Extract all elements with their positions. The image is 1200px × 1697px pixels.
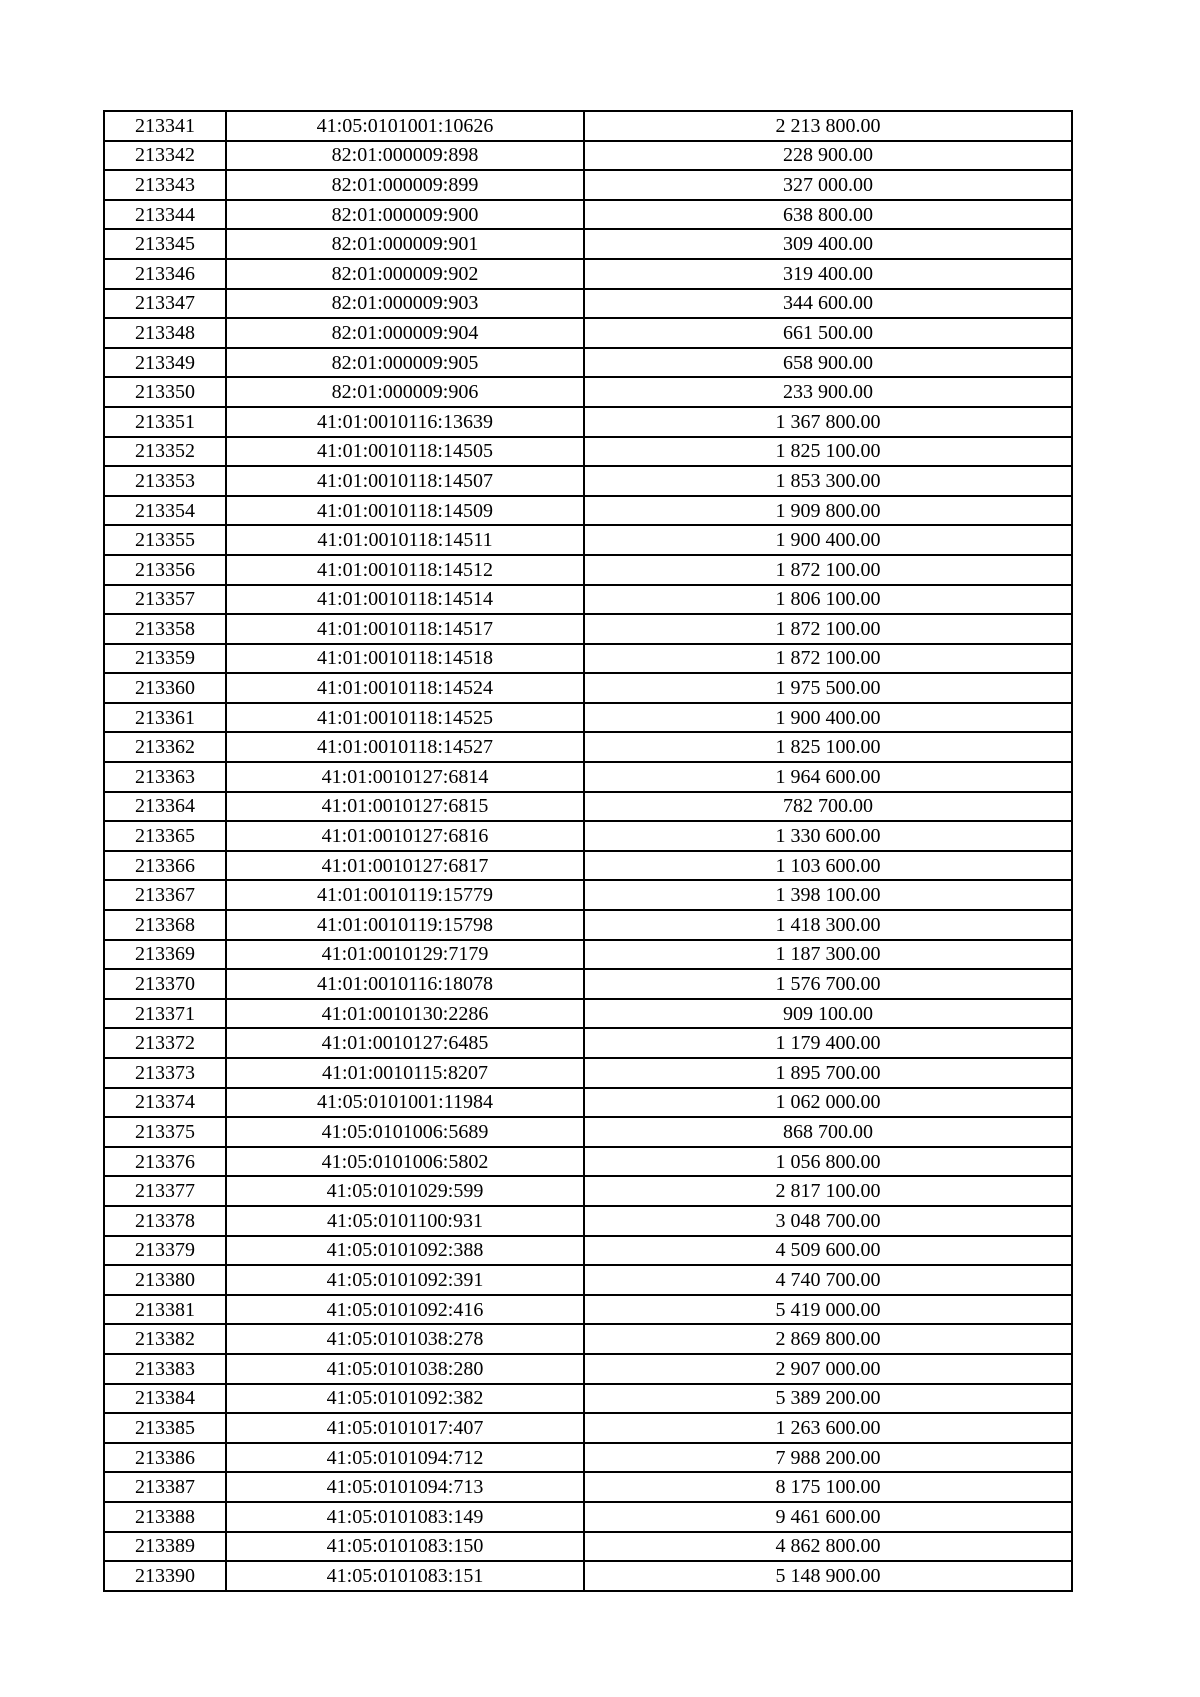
- row-number-cell: 213360: [104, 673, 226, 703]
- table-row: [104, 289, 1072, 319]
- row-number-cell: 213362: [104, 732, 226, 762]
- table-row: [104, 851, 1072, 881]
- row-number-cell: 213370: [104, 969, 226, 999]
- cadastral-number-cell: 41:01:0010127:6814: [226, 762, 584, 792]
- cadastral-number-cell: 41:01:0010118:14507: [226, 466, 584, 496]
- value-cell: 2 869 800.00: [584, 1324, 1072, 1354]
- value-cell: 1 398 100.00: [584, 880, 1072, 910]
- row-number-cell: 213344: [104, 200, 226, 230]
- cadastral-number-cell: 41:05:0101092:382: [226, 1384, 584, 1414]
- value-cell: 1 367 800.00: [584, 407, 1072, 437]
- value-cell: 344 600.00: [584, 289, 1072, 319]
- table-row: [104, 1058, 1072, 1088]
- cadastral-number-cell: 82:01:000009:906: [226, 377, 584, 407]
- cadastral-number-cell: 41:01:0010118:14505: [226, 437, 584, 467]
- value-cell: 4 740 700.00: [584, 1265, 1072, 1295]
- table-row: [104, 1028, 1072, 1058]
- value-cell: 309 400.00: [584, 229, 1072, 259]
- row-number-cell: 213357: [104, 585, 226, 615]
- table-row: [104, 1502, 1072, 1532]
- value-cell: 1 909 800.00: [584, 496, 1072, 526]
- value-cell: 1 895 700.00: [584, 1058, 1072, 1088]
- cadastral-number-cell: 82:01:000009:898: [226, 141, 584, 171]
- table-row: [104, 792, 1072, 822]
- value-cell: 2 213 800.00: [584, 111, 1072, 141]
- row-number-cell: 213364: [104, 792, 226, 822]
- cadastral-number-cell: 41:05:0101083:151: [226, 1561, 584, 1591]
- value-cell: 1 103 600.00: [584, 851, 1072, 881]
- cadastral-number-cell: 41:05:0101092:388: [226, 1236, 584, 1266]
- cadastral-number-cell: 41:05:0101001:10626: [226, 111, 584, 141]
- value-cell: 1 900 400.00: [584, 703, 1072, 733]
- value-cell: 1 900 400.00: [584, 525, 1072, 555]
- value-cell: 638 800.00: [584, 200, 1072, 230]
- row-number-cell: 213390: [104, 1561, 226, 1591]
- table-row: [104, 762, 1072, 792]
- value-cell: 228 900.00: [584, 141, 1072, 171]
- table-row: [104, 496, 1072, 526]
- row-number-cell: 213385: [104, 1413, 226, 1443]
- row-number-cell: 213348: [104, 318, 226, 348]
- table-row: [104, 1472, 1072, 1502]
- cadastral-number-cell: 82:01:000009:903: [226, 289, 584, 319]
- table-row: [104, 1206, 1072, 1236]
- row-number-cell: 213382: [104, 1324, 226, 1354]
- value-cell: 2 817 100.00: [584, 1176, 1072, 1206]
- value-cell: 9 461 600.00: [584, 1502, 1072, 1532]
- row-number-cell: 213352: [104, 437, 226, 467]
- row-number-cell: 213353: [104, 466, 226, 496]
- value-cell: 782 700.00: [584, 792, 1072, 822]
- cadastral-number-cell: 41:01:0010118:14511: [226, 525, 584, 555]
- cadastral-number-cell: 41:01:0010127:6816: [226, 821, 584, 851]
- cadastral-number-cell: 41:05:0101006:5689: [226, 1117, 584, 1147]
- row-number-cell: 213375: [104, 1117, 226, 1147]
- row-number-cell: 213345: [104, 229, 226, 259]
- cadastral-number-cell: 41:05:0101092:391: [226, 1265, 584, 1295]
- cadastral-number-cell: 41:01:0010119:15798: [226, 910, 584, 940]
- row-number-cell: 213383: [104, 1354, 226, 1384]
- table-row: [104, 940, 1072, 970]
- data-table: [103, 110, 1073, 1592]
- row-number-cell: 213369: [104, 940, 226, 970]
- cadastral-number-cell: 41:05:0101092:416: [226, 1295, 584, 1325]
- row-number-cell: 213366: [104, 851, 226, 881]
- row-number-cell: 213379: [104, 1236, 226, 1266]
- cadastral-number-cell: 41:05:0101017:407: [226, 1413, 584, 1443]
- value-cell: 1 872 100.00: [584, 614, 1072, 644]
- value-cell: 2 907 000.00: [584, 1354, 1072, 1384]
- table-row: [104, 111, 1072, 141]
- row-number-cell: 213341: [104, 111, 226, 141]
- table-row: [104, 1295, 1072, 1325]
- value-cell: 319 400.00: [584, 259, 1072, 289]
- table-row: [104, 1088, 1072, 1118]
- table-row: [104, 200, 1072, 230]
- table-row: [104, 703, 1072, 733]
- table-row: [104, 644, 1072, 674]
- row-number-cell: 213387: [104, 1472, 226, 1502]
- table-row: [104, 1176, 1072, 1206]
- row-number-cell: 213374: [104, 1088, 226, 1118]
- cadastral-number-cell: 41:05:0101001:11984: [226, 1088, 584, 1118]
- value-cell: 1 825 100.00: [584, 732, 1072, 762]
- value-cell: 868 700.00: [584, 1117, 1072, 1147]
- value-cell: 909 100.00: [584, 999, 1072, 1029]
- row-number-cell: 213343: [104, 170, 226, 200]
- table-row: [104, 673, 1072, 703]
- row-number-cell: 213358: [104, 614, 226, 644]
- table-row: [104, 1443, 1072, 1473]
- cadastral-number-cell: 41:01:0010116:18078: [226, 969, 584, 999]
- cadastral-number-cell: 41:01:0010115:8207: [226, 1058, 584, 1088]
- cadastral-number-cell: 82:01:000009:905: [226, 348, 584, 378]
- value-cell: 1 187 300.00: [584, 940, 1072, 970]
- row-number-cell: 213377: [104, 1176, 226, 1206]
- cadastral-number-cell: 41:05:0101094:713: [226, 1472, 584, 1502]
- row-number-cell: 213372: [104, 1028, 226, 1058]
- row-number-cell: 213389: [104, 1532, 226, 1562]
- table-row: [104, 466, 1072, 496]
- row-number-cell: 213359: [104, 644, 226, 674]
- cadastral-number-cell: 41:01:0010127:6485: [226, 1028, 584, 1058]
- row-number-cell: 213354: [104, 496, 226, 526]
- cadastral-number-cell: 41:01:0010118:14514: [226, 585, 584, 615]
- cadastral-number-cell: 41:05:0101083:150: [226, 1532, 584, 1562]
- table-row: [104, 377, 1072, 407]
- row-number-cell: 213342: [104, 141, 226, 171]
- table-row: [104, 1413, 1072, 1443]
- table-row: [104, 259, 1072, 289]
- value-cell: 1 975 500.00: [584, 673, 1072, 703]
- row-number-cell: 213381: [104, 1295, 226, 1325]
- value-cell: 1 964 600.00: [584, 762, 1072, 792]
- value-cell: 1 062 000.00: [584, 1088, 1072, 1118]
- table-row: [104, 614, 1072, 644]
- value-cell: 5 389 200.00: [584, 1384, 1072, 1414]
- row-number-cell: 213365: [104, 821, 226, 851]
- value-cell: 1 263 600.00: [584, 1413, 1072, 1443]
- cadastral-number-cell: 41:01:0010118:14527: [226, 732, 584, 762]
- cadastral-number-cell: 41:05:0101094:712: [226, 1443, 584, 1473]
- cadastral-number-cell: 41:01:0010119:15779: [226, 880, 584, 910]
- table-row: [104, 407, 1072, 437]
- table-row: [104, 969, 1072, 999]
- row-number-cell: 213367: [104, 880, 226, 910]
- cadastral-number-cell: 41:01:0010118:14509: [226, 496, 584, 526]
- table-row: [104, 1236, 1072, 1266]
- cadastral-number-cell: 41:05:0101083:149: [226, 1502, 584, 1532]
- row-number-cell: 213363: [104, 762, 226, 792]
- row-number-cell: 213378: [104, 1206, 226, 1236]
- value-cell: 233 900.00: [584, 377, 1072, 407]
- value-cell: 5 148 900.00: [584, 1561, 1072, 1591]
- cadastral-number-cell: 41:01:0010118:14525: [226, 703, 584, 733]
- row-number-cell: 213388: [104, 1502, 226, 1532]
- value-cell: 1 576 700.00: [584, 969, 1072, 999]
- value-cell: 1 330 600.00: [584, 821, 1072, 851]
- value-cell: 661 500.00: [584, 318, 1072, 348]
- row-number-cell: 213347: [104, 289, 226, 319]
- value-cell: 1 825 100.00: [584, 437, 1072, 467]
- table-row: [104, 1324, 1072, 1354]
- row-number-cell: 213356: [104, 555, 226, 585]
- cadastral-number-cell: 41:01:0010118:14512: [226, 555, 584, 585]
- cadastral-number-cell: 82:01:000009:901: [226, 229, 584, 259]
- cadastral-number-cell: 82:01:000009:904: [226, 318, 584, 348]
- row-number-cell: 213351: [104, 407, 226, 437]
- table-row: [104, 1147, 1072, 1177]
- table-row: [104, 318, 1072, 348]
- value-cell: 1 872 100.00: [584, 644, 1072, 674]
- row-number-cell: 213373: [104, 1058, 226, 1088]
- row-number-cell: 213376: [104, 1147, 226, 1177]
- table-row: [104, 999, 1072, 1029]
- cadastral-number-cell: 82:01:000009:899: [226, 170, 584, 200]
- cadastral-number-cell: 41:01:0010118:14524: [226, 673, 584, 703]
- row-number-cell: 213361: [104, 703, 226, 733]
- row-number-cell: 213368: [104, 910, 226, 940]
- value-cell: 1 872 100.00: [584, 555, 1072, 585]
- table-row: [104, 585, 1072, 615]
- row-number-cell: 213349: [104, 348, 226, 378]
- value-cell: 327 000.00: [584, 170, 1072, 200]
- row-number-cell: 213355: [104, 525, 226, 555]
- table-row: [104, 1117, 1072, 1147]
- value-cell: 1 806 100.00: [584, 585, 1072, 615]
- cadastral-number-cell: 82:01:000009:900: [226, 200, 584, 230]
- cadastral-number-cell: 41:01:0010127:6817: [226, 851, 584, 881]
- value-cell: 8 175 100.00: [584, 1472, 1072, 1502]
- value-cell: 3 048 700.00: [584, 1206, 1072, 1236]
- table-row: [104, 437, 1072, 467]
- cadastral-number-cell: 41:01:0010118:14518: [226, 644, 584, 674]
- table-row: [104, 1265, 1072, 1295]
- table-body: [104, 111, 1072, 1591]
- table-row: [104, 910, 1072, 940]
- row-number-cell: 213380: [104, 1265, 226, 1295]
- cadastral-number-cell: 41:05:0101038:280: [226, 1354, 584, 1384]
- table-row: [104, 525, 1072, 555]
- value-cell: 4 509 600.00: [584, 1236, 1072, 1266]
- table-row: [104, 555, 1072, 585]
- cadastral-number-cell: 41:01:0010129:7179: [226, 940, 584, 970]
- cadastral-number-cell: 41:01:0010127:6815: [226, 792, 584, 822]
- table-row: [104, 229, 1072, 259]
- value-cell: 4 862 800.00: [584, 1532, 1072, 1562]
- table-row: [104, 732, 1072, 762]
- row-number-cell: 213386: [104, 1443, 226, 1473]
- table-row: [104, 1354, 1072, 1384]
- table-row: [104, 880, 1072, 910]
- cadastral-number-cell: 41:05:0101100:931: [226, 1206, 584, 1236]
- table-row: [104, 1561, 1072, 1591]
- row-number-cell: 213371: [104, 999, 226, 1029]
- row-number-cell: 213346: [104, 259, 226, 289]
- row-number-cell: 213350: [104, 377, 226, 407]
- table-row: [104, 170, 1072, 200]
- value-cell: 1 056 800.00: [584, 1147, 1072, 1177]
- value-cell: 658 900.00: [584, 348, 1072, 378]
- table-row: [104, 1532, 1072, 1562]
- cadastral-number-cell: 41:01:0010130:2286: [226, 999, 584, 1029]
- table-row: [104, 1384, 1072, 1414]
- cadastral-number-cell: 41:01:0010118:14517: [226, 614, 584, 644]
- table-row: [104, 141, 1072, 171]
- cadastral-number-cell: 82:01:000009:902: [226, 259, 584, 289]
- value-cell: 5 419 000.00: [584, 1295, 1072, 1325]
- row-number-cell: 213384: [104, 1384, 226, 1414]
- value-cell: 1 853 300.00: [584, 466, 1072, 496]
- table-row: [104, 821, 1072, 851]
- table-row: [104, 348, 1072, 378]
- cadastral-number-cell: 41:05:0101029:599: [226, 1176, 584, 1206]
- cadastral-number-cell: 41:05:0101006:5802: [226, 1147, 584, 1177]
- value-cell: 1 179 400.00: [584, 1028, 1072, 1058]
- value-cell: 7 988 200.00: [584, 1443, 1072, 1473]
- cadastral-number-cell: 41:01:0010116:13639: [226, 407, 584, 437]
- cadastral-number-cell: 41:05:0101038:278: [226, 1324, 584, 1354]
- value-cell: 1 418 300.00: [584, 910, 1072, 940]
